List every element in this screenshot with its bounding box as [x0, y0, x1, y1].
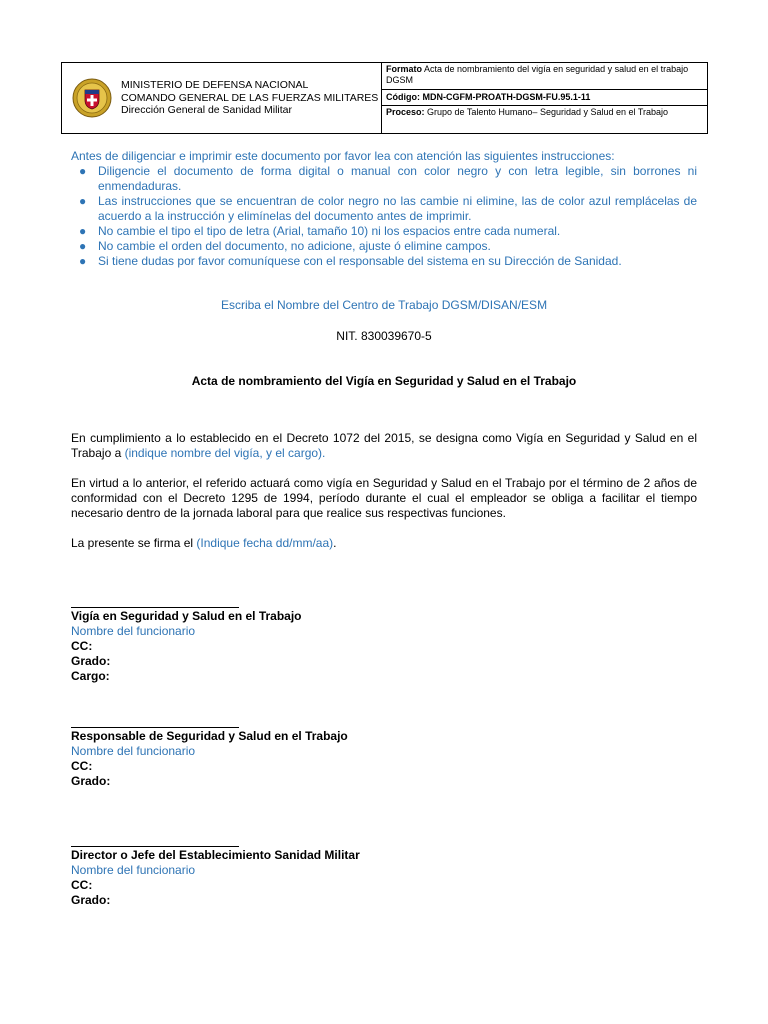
header-formato-row	[382, 63, 707, 90]
paragraph-designation: En cumplimiento a lo establecido en el Decreto 1072 del 2015, se designa como Vigía en Seguridad y Salud en el Trabajo a (indique nombre del vigía, y el cargo).	[71, 431, 697, 460]
signature-line	[71, 607, 239, 608]
signature-line	[71, 846, 239, 847]
codigo-value: MDN-CGFM-PROATH-DGSM-FU.95.1-11	[422, 92, 591, 103]
list-item: ● Diligencie el documento de forma digital o manual con color negro y con letra legible, sin borrones ni enmendaduras.	[79, 164, 697, 193]
signature-role: Vigía en Seguridad y Salud en el Trabajo	[71, 609, 302, 623]
signature-line	[71, 727, 239, 728]
bullet-icon: ●	[79, 164, 87, 178]
header-organization-cell	[62, 63, 382, 133]
signature-grado-label: Grado:	[71, 774, 111, 788]
formato-label: Formato	[386, 64, 422, 74]
bullet-icon: ●	[79, 239, 87, 253]
codigo-label: Código:	[386, 92, 420, 103]
header-meta-cell	[382, 63, 707, 133]
paragraph-date: La presente se firma el (Indique fecha dd/mm/aa).	[71, 536, 337, 550]
proceso-label: Proceso:	[386, 107, 425, 117]
org-command: COMANDO GENERAL DE LAS FUERZAS MILITARES	[121, 91, 379, 104]
list-item: ● No cambie el orden del documento, no adicione, ajuste ó elimine campos.	[79, 239, 491, 253]
signature-name-placeholder: Nombre del funcionario	[71, 863, 196, 877]
organization-names	[121, 79, 378, 117]
signature-block-director	[71, 846, 360, 908]
signature-name-placeholder: Nombre del funcionario	[71, 744, 196, 758]
list-item: ● Las instrucciones que se encuentran de color negro no las cambie ni elimine, las de color azul remplácelas de acuerdo a la instrucción y elimínelas del documento antes de imprimir.	[79, 194, 697, 223]
header-proceso-row	[382, 106, 707, 133]
bullet-icon: ●	[79, 194, 87, 208]
org-directorate: Dirección General de Sanidad Militar	[121, 104, 292, 117]
signature-role: Director o Jefe del Establecimiento Sanidad Militar	[71, 848, 360, 862]
signature-cc-label: CC:	[71, 639, 93, 653]
document-header	[61, 62, 708, 134]
paragraph-term: En virtud a lo anterior, el referido actuará como vigía en Seguridad y Salud en el Trabajo por el término de 2 años de conformidad con el Decreto 1295 de 1994, período durante el cual el empleador se obliga a facilitar el tiempo necesario dentro de la jornada laboral para que realice sus respectivas funciones.	[71, 476, 697, 520]
signature-grado-label: Grado:	[71, 654, 111, 668]
instructions-list	[71, 164, 697, 269]
signature-block-vigia	[71, 607, 302, 684]
military-health-seal-icon	[72, 78, 112, 118]
list-item: ● Si tiene dudas por favor comuníquese con el responsable del sistema en su Dirección de Sanidad.	[79, 254, 622, 268]
document-title: Acta de nombramiento del Vigía en Seguridad y Salud en el Trabajo	[191, 374, 577, 388]
signature-block-responsable	[71, 727, 348, 789]
signature-name-placeholder: Nombre del funcionario	[71, 624, 196, 638]
org-ministry: MINISTERIO DE DEFENSA NACIONAL	[121, 79, 309, 92]
header-codigo-row	[382, 90, 707, 106]
bullet-icon: ●	[79, 224, 87, 238]
bullet-icon: ●	[79, 254, 87, 268]
work-center-name: Escriba el Nombre del Centro de Trabajo DGSM/DISAN/ESM	[220, 298, 548, 312]
proceso-value: Grupo de Talento Humano– Seguridad y Salud en el Trabajo	[427, 107, 669, 117]
vigia-name-placeholder: (indique nombre del vigía, y el cargo).	[124, 446, 326, 460]
signature-cc-label: CC:	[71, 878, 93, 892]
instructions-intro: Antes de diligenciar e imprimir este documento por favor lea con atención las siguientes instrucciones:	[71, 149, 615, 163]
formato-value: Acta de nombramiento del vigía en seguridad y salud en el trabajo DGSM	[386, 64, 689, 85]
nit-number: NIT. 830039670-5	[336, 329, 432, 343]
signature-cc-label: CC:	[71, 759, 93, 773]
signature-grado-label: Grado:	[71, 893, 111, 907]
list-item: ● No cambie el tipo el tipo de letra (Arial, tamaño 10) ni los espacios entre cada numeral.	[79, 224, 561, 238]
date-placeholder: (Indique fecha dd/mm/aa)	[196, 536, 334, 550]
signature-cargo-label: Cargo:	[71, 669, 110, 683]
instructions-block	[71, 149, 697, 269]
signature-role: Responsable de Seguridad y Salud en el Trabajo	[71, 729, 348, 743]
